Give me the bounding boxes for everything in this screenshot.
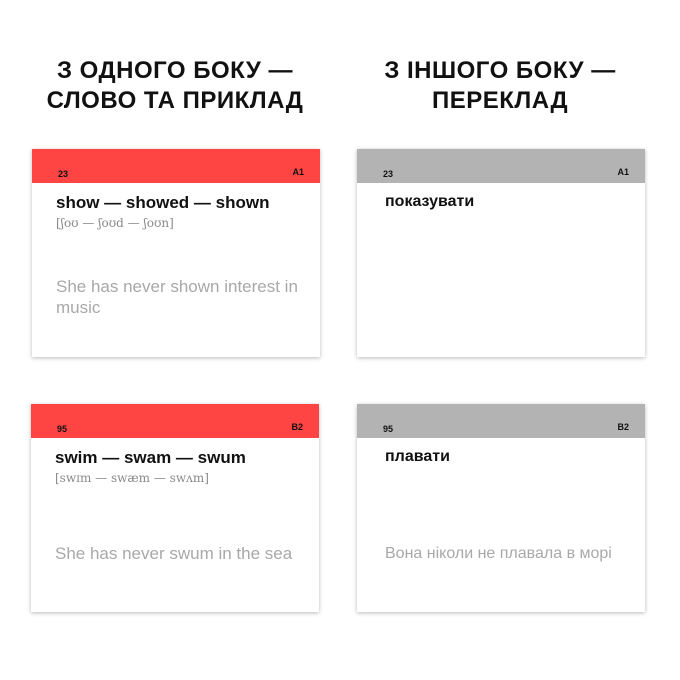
card-translation: показувати <box>385 193 475 210</box>
card-number: 23 <box>58 169 69 179</box>
card-transcription: [ʃoʊ — ʃoʊd — ʃoʊn] <box>56 216 174 230</box>
back-heading-line-2: ПЕРЕКЛАД <box>431 87 569 114</box>
flashcard-front-2 <box>31 404 319 612</box>
card-word-forms: swim — swam — swum <box>55 448 246 467</box>
card-translation: плавати <box>385 448 450 465</box>
flashcard-back-1 <box>357 149 645 357</box>
card-header-bar <box>357 404 645 438</box>
card-number: 95 <box>57 424 68 434</box>
card-number: 23 <box>383 169 394 179</box>
card-example: She has never shown interest in music <box>56 277 298 317</box>
card-example: She has never swum in the sea <box>55 544 293 563</box>
card-header-bar <box>31 404 319 438</box>
card-number: 95 <box>383 424 394 434</box>
back-side-heading <box>350 56 650 116</box>
card-word-forms: show — showed — shown <box>56 193 270 212</box>
flashcard-front-1 <box>32 149 320 357</box>
card-header-bar <box>32 149 320 183</box>
card-level: B2 <box>291 422 303 432</box>
card-transcription: [swɪm — swæm — swʌm] <box>55 471 209 485</box>
card-translation-example: Вона ніколи не плавала в морі <box>385 545 612 562</box>
card-level: B2 <box>617 422 629 432</box>
card-header-bar <box>357 149 645 183</box>
front-side-heading <box>25 56 325 116</box>
front-heading-line-1: З ОДНОГО БОКУ — <box>56 57 294 84</box>
front-heading-line-2: СЛОВО ТА ПРИКЛАД <box>46 87 304 114</box>
card-level: A1 <box>292 167 304 177</box>
flashcard-back-2 <box>357 404 645 612</box>
back-heading-line-1: З ІНШОГО БОКУ — <box>384 57 616 84</box>
card-level: A1 <box>617 167 629 177</box>
